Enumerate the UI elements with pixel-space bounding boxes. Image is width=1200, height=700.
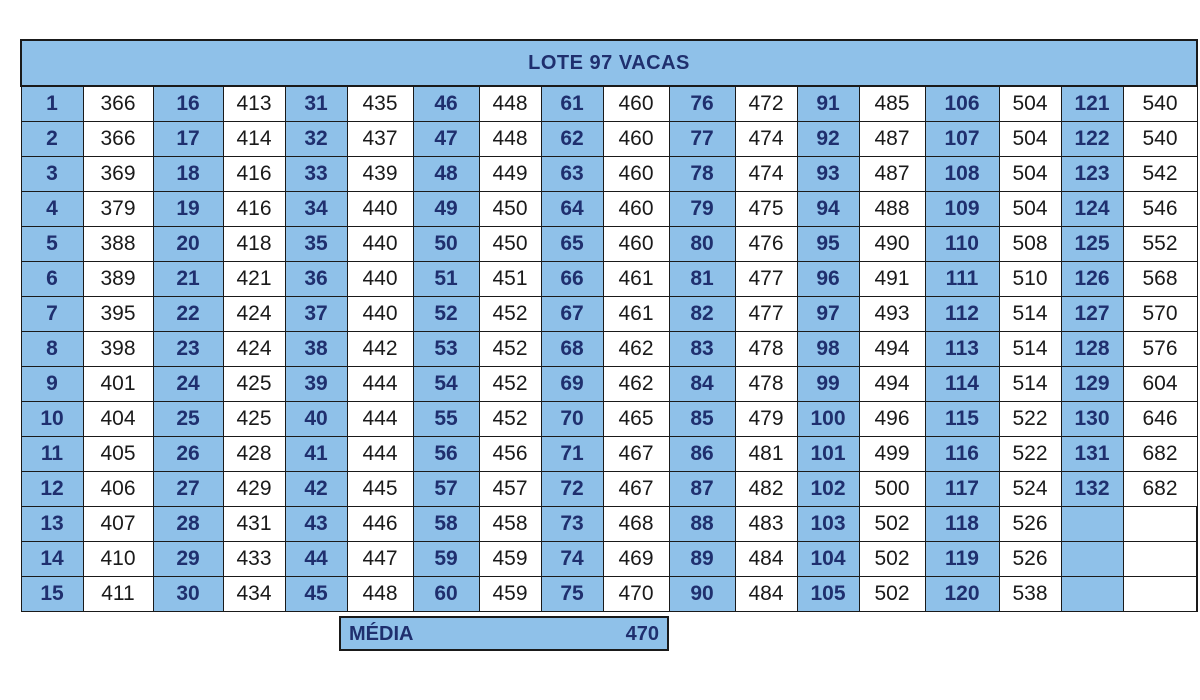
cow-weight: 496 (859, 402, 925, 437)
cow-number: 54 (413, 367, 479, 402)
cow-weight: 502 (859, 542, 925, 577)
cow-weight: 493 (859, 297, 925, 332)
cow-weight: 488 (859, 192, 925, 227)
cow-number: 34 (285, 192, 347, 227)
table-row (21, 192, 1197, 227)
cow-weight: 570 (1123, 297, 1197, 332)
weights-table-container (20, 39, 1178, 612)
cow-weight: 476 (735, 227, 797, 262)
cow-weight: 469 (603, 542, 669, 577)
cow-number: 124 (1061, 192, 1123, 227)
cow-number: 82 (669, 297, 735, 332)
cow-number: 22 (153, 297, 223, 332)
cow-weight: 424 (223, 297, 285, 332)
cow-weight: 459 (479, 577, 541, 612)
cow-number: 46 (413, 86, 479, 122)
cow-number: 10 (21, 402, 83, 437)
cow-number: 1 (21, 86, 83, 122)
cow-number: 116 (925, 437, 999, 472)
table-row (21, 86, 1197, 122)
cow-weight: 462 (603, 332, 669, 367)
cow-weight: 459 (479, 542, 541, 577)
cow-weight: 540 (1123, 86, 1197, 122)
cow-number: 112 (925, 297, 999, 332)
cow-number: 21 (153, 262, 223, 297)
cow-weight: 418 (223, 227, 285, 262)
cow-number: 113 (925, 332, 999, 367)
cow-number: 42 (285, 472, 347, 507)
table-row (21, 262, 1197, 297)
weights-table (20, 39, 1198, 612)
cow-number: 92 (797, 122, 859, 157)
cow-weight: 487 (859, 157, 925, 192)
cow-weight: 425 (223, 367, 285, 402)
table-row (21, 577, 1197, 612)
cow-weight: 526 (999, 507, 1061, 542)
cow-number: 52 (413, 297, 479, 332)
cow-number: 103 (797, 507, 859, 542)
cow-weight: 504 (999, 192, 1061, 227)
cow-weight: 576 (1123, 332, 1197, 367)
cow-weight: 445 (347, 472, 413, 507)
cow-weight: 504 (999, 122, 1061, 157)
cow-weight: 514 (999, 297, 1061, 332)
cow-number: 45 (285, 577, 347, 612)
cow-weight: 440 (347, 297, 413, 332)
cow-number: 79 (669, 192, 735, 227)
cow-number: 127 (1061, 297, 1123, 332)
cow-number: 123 (1061, 157, 1123, 192)
cow-number: 36 (285, 262, 347, 297)
cow-weight: 451 (479, 262, 541, 297)
cow-number: 68 (541, 332, 603, 367)
cow-weight: 440 (347, 227, 413, 262)
cow-weight: 413 (223, 86, 285, 122)
cow-weight: 522 (999, 402, 1061, 437)
cow-number: 57 (413, 472, 479, 507)
cow-number: 29 (153, 542, 223, 577)
cow-weight: 487 (859, 122, 925, 157)
cow-weight: 410 (83, 542, 153, 577)
table-row (21, 507, 1197, 542)
cow-number: 49 (413, 192, 479, 227)
cow-number: 33 (285, 157, 347, 192)
cow-weight: 444 (347, 437, 413, 472)
cow-number: 55 (413, 402, 479, 437)
cow-weight: 411 (83, 577, 153, 612)
cow-number: 50 (413, 227, 479, 262)
cow-number: 88 (669, 507, 735, 542)
table-row (21, 122, 1197, 157)
cow-weight: 483 (735, 507, 797, 542)
cow-weight: 369 (83, 157, 153, 192)
cow-number: 90 (669, 577, 735, 612)
cow-weight: 447 (347, 542, 413, 577)
cow-weight: 448 (347, 577, 413, 612)
cow-number: 89 (669, 542, 735, 577)
cow-number: 24 (153, 367, 223, 402)
cow-weight: 682 (1123, 472, 1197, 507)
cow-weight: 424 (223, 332, 285, 367)
table-title-row (21, 40, 1197, 86)
cow-weight: 448 (479, 122, 541, 157)
table-title: LOTE 97 VACAS (21, 40, 1197, 86)
cow-weight: 431 (223, 507, 285, 542)
cow-weight: 414 (223, 122, 285, 157)
cow-weight: 389 (83, 262, 153, 297)
cow-weight: 450 (479, 227, 541, 262)
cow-number: 100 (797, 402, 859, 437)
cow-weight: 404 (83, 402, 153, 437)
cow-weight: 452 (479, 402, 541, 437)
cow-number: 94 (797, 192, 859, 227)
cow-number: 115 (925, 402, 999, 437)
cow-number: 95 (797, 227, 859, 262)
cow-weight: 458 (479, 507, 541, 542)
table-row (21, 332, 1197, 367)
cow-number: 67 (541, 297, 603, 332)
cow-weight: 462 (603, 367, 669, 402)
cow-weight: 472 (735, 86, 797, 122)
cow-number: 8 (21, 332, 83, 367)
cow-weight: 461 (603, 297, 669, 332)
cow-number: 129 (1061, 367, 1123, 402)
cow-weight: 425 (223, 402, 285, 437)
cow-number: 43 (285, 507, 347, 542)
cow-number: 40 (285, 402, 347, 437)
cow-weight: 457 (479, 472, 541, 507)
average-box (339, 616, 669, 651)
table-row (21, 472, 1197, 507)
cow-number: 121 (1061, 86, 1123, 122)
cow-weight: 499 (859, 437, 925, 472)
cow-number: 26 (153, 437, 223, 472)
cow-weight: 477 (735, 297, 797, 332)
cow-number: 86 (669, 437, 735, 472)
cow-number: 32 (285, 122, 347, 157)
cow-number: 58 (413, 507, 479, 542)
cow-number: 117 (925, 472, 999, 507)
cow-number: 66 (541, 262, 603, 297)
cow-number: 53 (413, 332, 479, 367)
cow-weight: 502 (859, 577, 925, 612)
cow-weight: 504 (999, 157, 1061, 192)
average-value: 470 (625, 623, 659, 645)
cow-number: 109 (925, 192, 999, 227)
cow-weight: 444 (347, 402, 413, 437)
cow-number: 44 (285, 542, 347, 577)
cow-weight: 502 (859, 507, 925, 542)
cow-weight: 398 (83, 332, 153, 367)
cow-weight: 448 (479, 86, 541, 122)
cow-weight: 484 (735, 542, 797, 577)
cow-weight: 421 (223, 262, 285, 297)
cow-number: 80 (669, 227, 735, 262)
cow-weight: 405 (83, 437, 153, 472)
cow-weight: 366 (83, 122, 153, 157)
cow-number: 131 (1061, 437, 1123, 472)
cow-weight: 477 (735, 262, 797, 297)
cow-weight: 439 (347, 157, 413, 192)
cow-weight: 440 (347, 192, 413, 227)
cow-weight: 416 (223, 157, 285, 192)
cow-weight: 460 (603, 157, 669, 192)
cow-number: 27 (153, 472, 223, 507)
cow-number: 62 (541, 122, 603, 157)
cow-weight: 490 (859, 227, 925, 262)
cow-number: 4 (21, 192, 83, 227)
cow-weight: 538 (999, 577, 1061, 612)
cow-number: 130 (1061, 402, 1123, 437)
cow-number: 65 (541, 227, 603, 262)
cow-weight: 508 (999, 227, 1061, 262)
cow-number: 76 (669, 86, 735, 122)
cow-number: 119 (925, 542, 999, 577)
cow-weight: 433 (223, 542, 285, 577)
cow-number: 60 (413, 577, 479, 612)
cow-weight: 522 (999, 437, 1061, 472)
cow-number: 111 (925, 262, 999, 297)
empty-number-cell (1061, 507, 1123, 542)
cow-number: 104 (797, 542, 859, 577)
table-row (21, 297, 1197, 332)
table-row (21, 227, 1197, 262)
cow-weight: 682 (1123, 437, 1197, 472)
cow-number: 87 (669, 472, 735, 507)
cow-weight: 460 (603, 122, 669, 157)
cow-number: 25 (153, 402, 223, 437)
cow-number: 35 (285, 227, 347, 262)
cow-number: 51 (413, 262, 479, 297)
cow-weight: 428 (223, 437, 285, 472)
cow-weight: 429 (223, 472, 285, 507)
cow-number: 108 (925, 157, 999, 192)
cow-weight: 460 (603, 192, 669, 227)
cow-weight: 479 (735, 402, 797, 437)
cow-weight: 452 (479, 297, 541, 332)
cow-number: 28 (153, 507, 223, 542)
cow-number: 19 (153, 192, 223, 227)
cow-number: 38 (285, 332, 347, 367)
cow-number: 7 (21, 297, 83, 332)
cow-weight: 510 (999, 262, 1061, 297)
cow-number: 20 (153, 227, 223, 262)
cow-weight: 474 (735, 122, 797, 157)
cow-weight: 388 (83, 227, 153, 262)
cow-weight: 456 (479, 437, 541, 472)
cow-weight: 437 (347, 122, 413, 157)
cow-number: 93 (797, 157, 859, 192)
cow-weight: 440 (347, 262, 413, 297)
cow-number: 30 (153, 577, 223, 612)
cow-number: 56 (413, 437, 479, 472)
table-row (21, 542, 1197, 577)
cow-number: 15 (21, 577, 83, 612)
cow-weight: 568 (1123, 262, 1197, 297)
cow-weight: 482 (735, 472, 797, 507)
cow-weight: 552 (1123, 227, 1197, 262)
cow-number: 120 (925, 577, 999, 612)
cow-weight: 444 (347, 367, 413, 402)
cow-weight: 500 (859, 472, 925, 507)
table-row (21, 402, 1197, 437)
cow-weight: 465 (603, 402, 669, 437)
cow-weight: 484 (735, 577, 797, 612)
cow-number: 39 (285, 367, 347, 402)
cow-number: 107 (925, 122, 999, 157)
table-row (21, 367, 1197, 402)
cow-weight: 475 (735, 192, 797, 227)
cow-number: 64 (541, 192, 603, 227)
cow-weight: 460 (603, 86, 669, 122)
cow-number: 77 (669, 122, 735, 157)
cow-weight: 474 (735, 157, 797, 192)
cow-weight: 491 (859, 262, 925, 297)
cow-number: 83 (669, 332, 735, 367)
cow-number: 2 (21, 122, 83, 157)
cow-number: 81 (669, 262, 735, 297)
cow-number: 110 (925, 227, 999, 262)
cow-number: 99 (797, 367, 859, 402)
cow-number: 128 (1061, 332, 1123, 367)
cow-weight: 401 (83, 367, 153, 402)
cow-weight: 407 (83, 507, 153, 542)
cow-weight: 434 (223, 577, 285, 612)
empty-weight-cell (1123, 507, 1197, 542)
cow-weight: 546 (1123, 192, 1197, 227)
cow-weight: 435 (347, 86, 413, 122)
cow-number: 47 (413, 122, 479, 157)
cow-number: 122 (1061, 122, 1123, 157)
cow-weight: 460 (603, 227, 669, 262)
cow-number: 132 (1061, 472, 1123, 507)
cow-number: 74 (541, 542, 603, 577)
cow-weight: 526 (999, 542, 1061, 577)
cow-number: 41 (285, 437, 347, 472)
cow-number: 84 (669, 367, 735, 402)
cow-number: 73 (541, 507, 603, 542)
cow-number: 11 (21, 437, 83, 472)
cow-number: 96 (797, 262, 859, 297)
cow-number: 78 (669, 157, 735, 192)
cow-weight: 524 (999, 472, 1061, 507)
cow-number: 106 (925, 86, 999, 122)
cow-number: 59 (413, 542, 479, 577)
cow-weight: 485 (859, 86, 925, 122)
cow-number: 70 (541, 402, 603, 437)
cow-weight: 514 (999, 367, 1061, 402)
cow-number: 118 (925, 507, 999, 542)
cow-weight: 470 (603, 577, 669, 612)
cow-number: 114 (925, 367, 999, 402)
empty-weight-cell (1123, 542, 1197, 577)
cow-number: 69 (541, 367, 603, 402)
empty-number-cell (1061, 577, 1123, 612)
cow-weight: 514 (999, 332, 1061, 367)
cow-number: 6 (21, 262, 83, 297)
cow-weight: 494 (859, 332, 925, 367)
cow-number: 105 (797, 577, 859, 612)
cow-weight: 379 (83, 192, 153, 227)
empty-weight-cell (1123, 577, 1197, 612)
cow-weight: 468 (603, 507, 669, 542)
empty-number-cell (1061, 542, 1123, 577)
cow-number: 5 (21, 227, 83, 262)
cow-weight: 416 (223, 192, 285, 227)
cow-number: 9 (21, 367, 83, 402)
cow-number: 63 (541, 157, 603, 192)
cow-number: 72 (541, 472, 603, 507)
cow-number: 12 (21, 472, 83, 507)
cow-weight: 478 (735, 332, 797, 367)
cow-weight: 494 (859, 367, 925, 402)
cow-number: 13 (21, 507, 83, 542)
cow-number: 126 (1061, 262, 1123, 297)
cow-weight: 504 (999, 86, 1061, 122)
average-label: MÉDIA (349, 623, 414, 645)
cow-weight: 461 (603, 262, 669, 297)
cow-weight: 604 (1123, 367, 1197, 402)
table-row (21, 157, 1197, 192)
cow-number: 61 (541, 86, 603, 122)
cow-weight: 467 (603, 472, 669, 507)
cow-weight: 450 (479, 192, 541, 227)
cow-number: 98 (797, 332, 859, 367)
cow-number: 18 (153, 157, 223, 192)
cow-number: 101 (797, 437, 859, 472)
table-row (21, 437, 1197, 472)
cow-number: 37 (285, 297, 347, 332)
cow-number: 125 (1061, 227, 1123, 262)
cow-number: 16 (153, 86, 223, 122)
cow-weight: 452 (479, 332, 541, 367)
cow-weight: 395 (83, 297, 153, 332)
cow-weight: 542 (1123, 157, 1197, 192)
cow-number: 48 (413, 157, 479, 192)
cow-weight: 467 (603, 437, 669, 472)
cow-weight: 540 (1123, 122, 1197, 157)
cow-number: 14 (21, 542, 83, 577)
cow-number: 102 (797, 472, 859, 507)
cow-weight: 366 (83, 86, 153, 122)
cow-number: 31 (285, 86, 347, 122)
cow-weight: 452 (479, 367, 541, 402)
cow-number: 97 (797, 297, 859, 332)
cow-weight: 442 (347, 332, 413, 367)
cow-number: 3 (21, 157, 83, 192)
cow-number: 85 (669, 402, 735, 437)
cow-weight: 406 (83, 472, 153, 507)
cow-weight: 481 (735, 437, 797, 472)
cow-weight: 446 (347, 507, 413, 542)
cow-number: 23 (153, 332, 223, 367)
cow-weight: 646 (1123, 402, 1197, 437)
cow-weight: 478 (735, 367, 797, 402)
cow-number: 71 (541, 437, 603, 472)
cow-number: 91 (797, 86, 859, 122)
cow-number: 17 (153, 122, 223, 157)
cow-weight: 449 (479, 157, 541, 192)
cow-number: 75 (541, 577, 603, 612)
